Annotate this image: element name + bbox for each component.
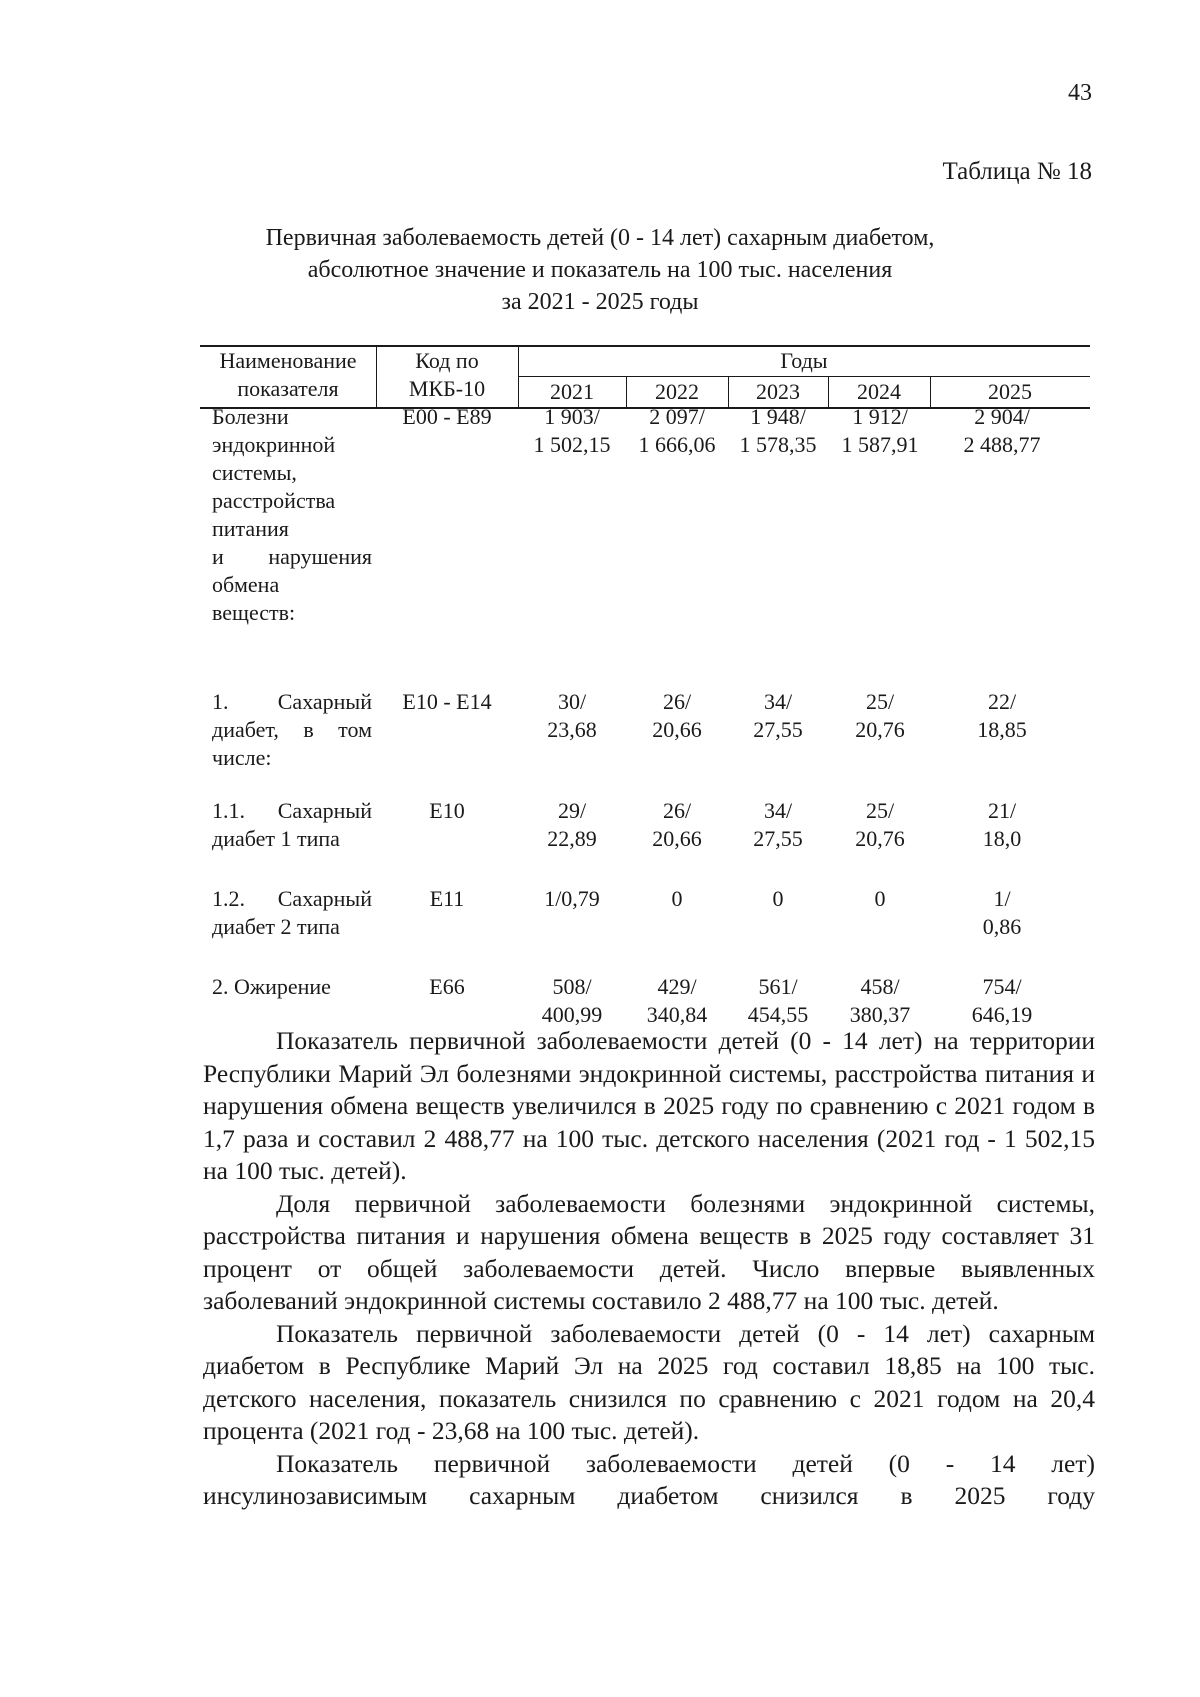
header-year: 2022: [655, 379, 699, 404]
table-caption: [160, 222, 1040, 318]
header-code: [376, 347, 518, 403]
row-name-line: питания: [212, 516, 289, 541]
cell-value: 26/ 20,66: [652, 689, 702, 742]
cell-value: 458/ 380,37: [849, 974, 911, 1027]
cell-value: 26/ 20,66: [652, 798, 702, 851]
row-code: E11: [429, 886, 465, 911]
paragraph: Показатель первичной заболеваемости детей (0 - 14 лет) сахарным диабетом в Республике Марий Эл на 2025 год составил 18,85 на 100 тыс. детского населения, показатель снизился по сравнению с 2021 годом на 20,4 процента (2021 год - 23,68 на 100 тыс. детей).: [203, 1318, 1095, 1445]
row-code: E10: [429, 798, 465, 823]
cell-value: 34/ 27,55: [753, 798, 803, 851]
header-year: 2025: [988, 379, 1032, 404]
row-name-line: обмена: [212, 572, 280, 597]
header-year: 2023: [756, 379, 800, 404]
cell-value: 0: [671, 886, 683, 911]
cell-value: 429/ 340,84: [646, 974, 708, 1027]
row-name-line: 1. Сахарный: [212, 689, 372, 714]
cell-value: 25/ 20,76: [855, 689, 905, 742]
caption-line: абсолютное значение и показатель на 100 тыс. населения: [307, 257, 893, 283]
paragraph: Доля первичной заболеваемости болезнями эндокринной системы, расстройства питания и нарушения обмена веществ в 2025 году составляет 31 процент от общей заболеваемости детей. Число впервые выявленных заболеваний эндокринной системы составило 2 488,77 на 100 тыс. детей.: [203, 1188, 1095, 1315]
header-name: [200, 347, 376, 403]
body-text: [203, 1025, 1095, 1513]
row-name-line: числе:: [212, 745, 272, 770]
row-name-line: расстройства: [212, 488, 336, 513]
paragraph: Показатель первичной заболеваемости детей (0 - 14 лет) инсулинозависимым сахарным диабетом снизился в 2025 году: [203, 1448, 1095, 1510]
cell-value: 34/ 27,55: [753, 689, 803, 742]
cell-value: 25/ 20,76: [855, 798, 905, 851]
header-year: 2021: [550, 379, 594, 404]
header-code-line: Код по: [415, 348, 479, 373]
years-sub-rule: [518, 376, 1090, 377]
cell-value: 29/ 22,89: [547, 798, 597, 851]
row-name-line: Болезни: [212, 404, 289, 429]
table-row: [212, 797, 372, 853]
cell-value: 1/ 0,86: [982, 886, 1022, 939]
table-row: [212, 973, 372, 1001]
row-name-line: эндокринной: [212, 432, 336, 457]
row-name-line: 1.2. Сахарный: [212, 886, 372, 911]
caption-line: за 2021 - 2025 годы: [501, 289, 699, 315]
cell-value: 1 948/ 1 578,35: [739, 404, 817, 457]
row-code: E00 - E89: [402, 404, 492, 429]
cell-value: 2 904/ 2 488,77: [963, 404, 1041, 457]
row-name-line: диабет, в том: [212, 717, 372, 742]
cell-value: 754/ 646,19: [971, 974, 1033, 1027]
row-name-line: системы,: [212, 460, 297, 485]
table-row: [212, 885, 372, 941]
cell-value: 0: [772, 886, 784, 911]
row-code: E10 - E14: [402, 689, 492, 714]
row-name-line: и нарушения: [212, 544, 372, 569]
paragraph: Показатель первичной заболеваемости детей (0 - 14 лет) на территории Республики Марий Эл болезнями эндокринной системы, расстройства питания и нарушения обмена веществ увеличился в 2025 году по сравнению с 2021 годом в 1,7 раза и составил 2 488,77 на 100 тыс. детского населения (2021 год - 1 502,15 на 100 тыс. детей).: [203, 1026, 1095, 1185]
data-table: [200, 345, 1090, 1035]
header-year: 2024: [857, 379, 901, 404]
cell-value: 30/ 23,68: [547, 689, 597, 742]
row-name-line: диабет 2 типа: [212, 914, 340, 939]
page-number: 43: [1068, 80, 1092, 106]
row-name-line: 1.1. Сахарный: [212, 798, 372, 823]
table-number: Таблица № 18: [942, 158, 1092, 185]
cell-value: 21/ 18,0: [982, 798, 1022, 851]
table-row: [212, 688, 372, 772]
cell-value: 2 097/ 1 666,06: [638, 404, 716, 457]
cell-value: 1/0,79: [544, 886, 600, 911]
cell-value: 0: [874, 886, 886, 911]
row-code: E66: [429, 974, 465, 999]
header-years-label: Годы: [780, 348, 828, 373]
row-name-line: 2. Ожирение: [212, 974, 331, 999]
cell-value: 1 912/ 1 587,91: [841, 404, 919, 457]
header-code-line: МКБ-10: [408, 376, 486, 401]
cell-value: 1 903/ 1 502,15: [533, 404, 611, 457]
header-name-line: Наименование: [219, 348, 357, 373]
row-name-line: диабет 1 типа: [212, 826, 340, 851]
cell-value: 22/ 18,85: [977, 689, 1027, 742]
caption-line: Первичная заболеваемость детей (0 - 14 лет) сахарным диабетом,: [265, 225, 935, 251]
cell-value: 508/ 400,99: [541, 974, 603, 1027]
table-row: [212, 403, 372, 627]
row-name-line: веществ:: [212, 600, 296, 625]
cell-value: 561/ 454,55: [747, 974, 809, 1027]
header-name-line: показателя: [237, 376, 339, 401]
